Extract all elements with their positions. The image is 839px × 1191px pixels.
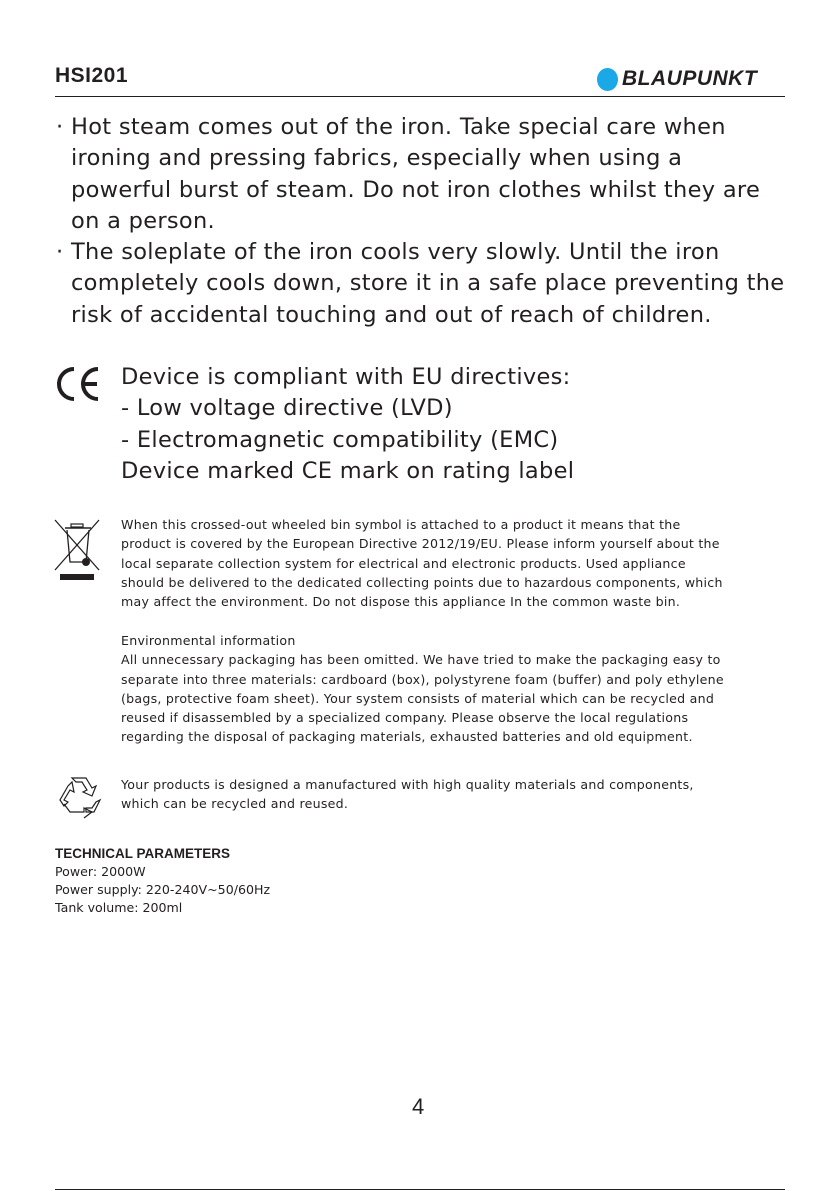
text-line: Hot steam comes out of the iron. Take special care when bbox=[71, 114, 726, 140]
text-line: - Electromagnetic compatibility (EMC) bbox=[121, 426, 559, 453]
text-line: (bags, protective foam sheet). Your system consists of material which can be recycled and bbox=[121, 690, 715, 706]
brand-logo bbox=[597, 67, 757, 91]
text-line: on a person. bbox=[71, 207, 215, 234]
technical-parameters bbox=[55, 845, 270, 917]
param-power-supply: Power supply: 220-240V~50/60Hz bbox=[55, 882, 271, 897]
text-line: completely cools down, store it in a safe place preventing the bbox=[71, 270, 785, 297]
text-line: The soleplate of the iron cools very slowly. Until the iron bbox=[71, 239, 720, 265]
page-number: 4 bbox=[412, 1094, 425, 1119]
param-tank-volume: Tank volume: 200ml bbox=[55, 900, 183, 915]
text-line: powerful burst of steam. Do not iron clothes whilst they are bbox=[71, 176, 761, 203]
text-line: product is covered by the European Directive 2012/19/EU. Please inform yourself about the bbox=[121, 536, 720, 552]
bullet-item bbox=[71, 237, 784, 331]
text-line: separate into three materials: cardboard (box), polystyrene foam (buffer) and poly ethylene bbox=[121, 671, 724, 687]
text-line: ironing and pressing fabrics, especially when using a bbox=[71, 145, 683, 172]
text-line: local separate collection system for electrical and electronic products. Used appliance bbox=[121, 555, 686, 571]
param-power: Power: 2000W bbox=[55, 864, 146, 879]
footer-rule bbox=[55, 1189, 785, 1190]
text-line: risk of accidental touching and out of reach of children. bbox=[71, 301, 712, 328]
recycle-icon bbox=[56, 774, 104, 820]
text-line: Your products is designed a manufactured with high quality materials and components, bbox=[121, 777, 694, 792]
section-heading: TECHNICAL PARAMETERS bbox=[55, 846, 231, 861]
bullet-icon: · bbox=[56, 239, 64, 265]
bullet-item bbox=[71, 112, 760, 237]
text-line: should be delivered to the dedicated collecting points due to hazardous components, which bbox=[121, 574, 723, 590]
header-rule bbox=[55, 96, 785, 97]
text-line: may affect the environment. Do not dispose this appliance In the common waste bin. bbox=[121, 594, 681, 610]
brand-name: BLAUPUNKT bbox=[622, 67, 758, 90]
section-heading: Environmental information bbox=[121, 633, 296, 648]
logo-dot-icon bbox=[597, 68, 618, 91]
text-line: regarding the disposal of packaging materials, exhausted batteries and old equipment. bbox=[121, 729, 693, 745]
text-line: All unnecessary packaging has been omitted. We have tried to make the packaging easy to bbox=[121, 652, 721, 668]
crossed-out-bin-icon bbox=[53, 518, 103, 580]
text-line: which can be recycled and reused. bbox=[121, 796, 349, 812]
environmental-info bbox=[121, 631, 724, 747]
recycle-text bbox=[121, 775, 694, 814]
text-line: Device marked CE mark on rating label bbox=[121, 457, 575, 484]
weee-text bbox=[121, 515, 723, 611]
bullet-icon: · bbox=[56, 114, 64, 140]
model-number: HSI201 bbox=[55, 64, 129, 87]
text-line: Device is compliant with EU directives: bbox=[121, 364, 571, 390]
text-line: When this crossed-out wheeled bin symbol is attached to a product it means that the bbox=[121, 517, 681, 532]
ce-mark-icon bbox=[54, 366, 104, 402]
text-line: - Low voltage directive (LVD) bbox=[121, 395, 453, 422]
text-line: reused if disassembled by a specialized company. Please observe the local regulations bbox=[121, 710, 689, 726]
ce-compliance-text bbox=[121, 362, 574, 487]
